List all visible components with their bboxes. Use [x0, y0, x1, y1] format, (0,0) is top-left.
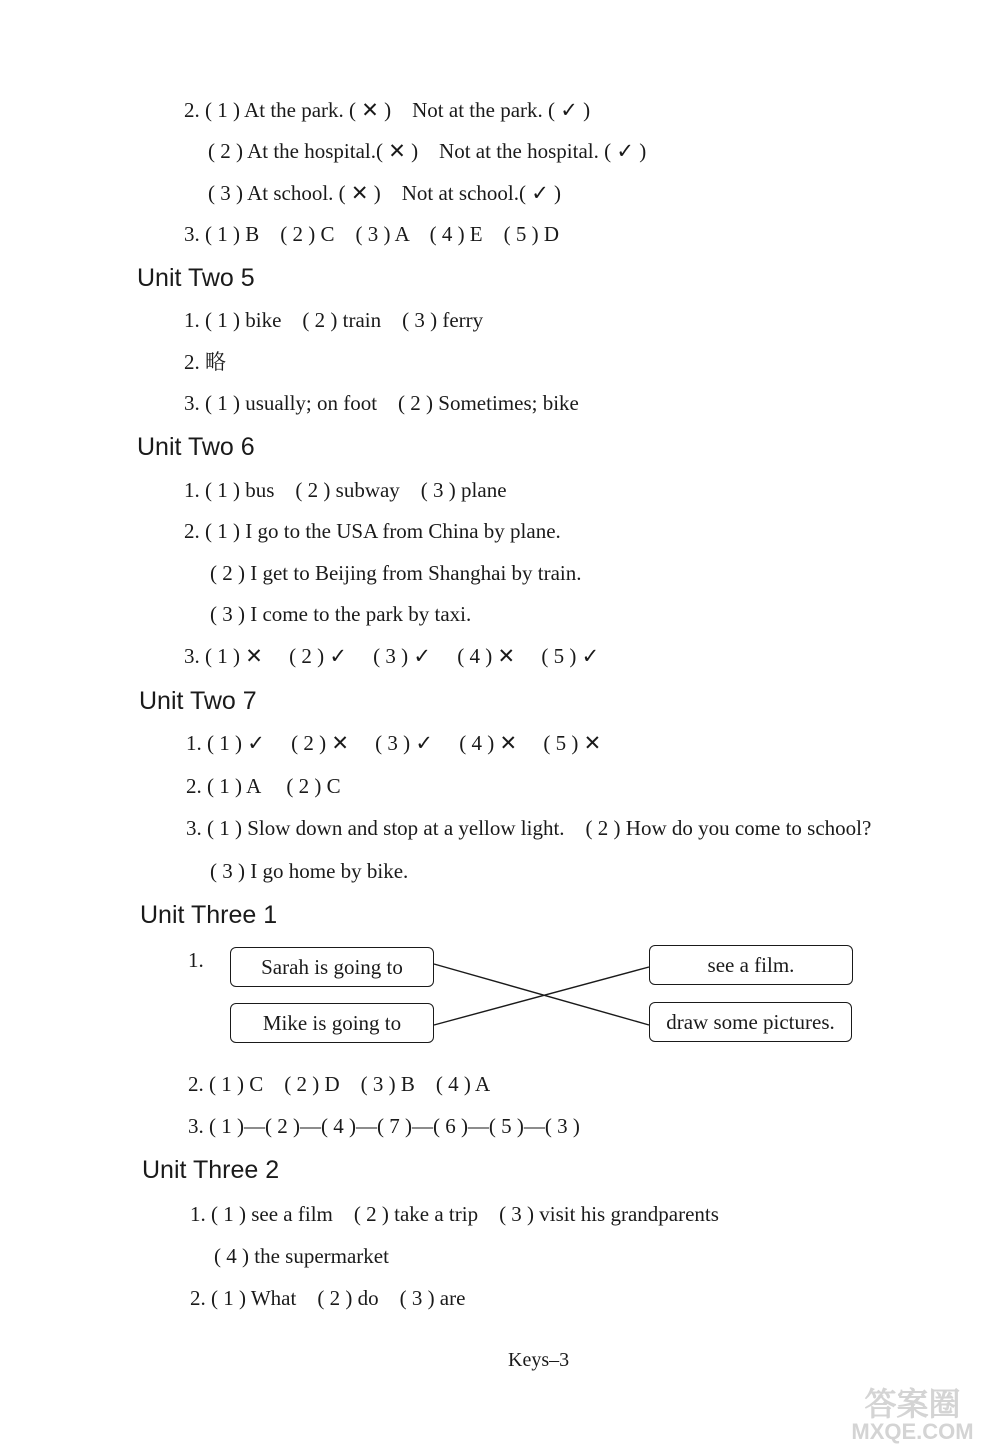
- section-heading: Unit Two 7: [139, 687, 257, 715]
- watermark-bottom: MXQE.COM: [851, 1419, 974, 1444]
- section-heading: Unit Two 6: [137, 433, 255, 461]
- answer-line: 2. ( 1 ) I go to the USA from China by plane.: [184, 519, 561, 543]
- section-heading: Unit Three 1: [140, 901, 278, 929]
- answer-line: 1. ( 1 ) bus ( 2 ) subway ( 3 ) plane: [184, 478, 507, 502]
- answer-line: 2. 略: [184, 350, 226, 374]
- match-box-right: see a film.: [649, 945, 853, 985]
- page-number: Keys–3: [508, 1349, 570, 1371]
- answer-line: 3. ( 1 ) usually; on foot ( 2 ) Sometimes; bike: [184, 391, 579, 415]
- answer-line: ( 2 ) At the hospital.( ✕ ) Not at the hospital. ( ✓ ): [208, 139, 647, 163]
- match-box-right: draw some pictures.: [649, 1002, 852, 1042]
- answer-line: 1. ( 1 ) bike ( 2 ) train ( 3 ) ferry: [184, 308, 484, 332]
- answer-line: 1. ( 1 ) ✓ ( 2 ) ✕ ( 3 ) ✓ ( 4 ) ✕ ( 5 ) ✕: [186, 731, 602, 755]
- section-heading: Unit Three 2: [142, 1156, 280, 1184]
- answer-line: 3. ( 1 ) Slow down and stop at a yellow light. ( 2 ) How do you come to school?: [186, 816, 872, 840]
- answer-line: 3. ( 1 ) ✕ ( 2 ) ✓ ( 3 ) ✓ ( 4 ) ✕ ( 5 ) ✓: [184, 644, 600, 668]
- answer-line: ( 2 ) I get to Beijing from Shanghai by train.: [210, 561, 582, 585]
- answer-line: 2. ( 1 ) A ( 2 ) C: [186, 774, 341, 798]
- answer-line: 2. ( 1 ) C ( 2 ) D ( 3 ) B ( 4 ) A: [188, 1072, 491, 1096]
- match-box-left: Mike is going to: [230, 1003, 434, 1043]
- answer-line: ( 3 ) At school. ( ✕ ) Not at school.( ✓ ): [208, 181, 562, 205]
- answer-line: 3. ( 1 ) B ( 2 ) C ( 3 ) A ( 4 ) E ( 5 ) D: [184, 222, 560, 246]
- answer-line: ( 3 ) I go home by bike.: [210, 859, 409, 883]
- answer-line: ( 3 ) I come to the park by taxi.: [210, 602, 472, 626]
- answer-line: 1. ( 1 ) see a film ( 2 ) take a trip ( 3 ) visit his grandparents: [190, 1202, 719, 1226]
- match-box-left: Sarah is going to: [230, 947, 434, 987]
- answer-line: 1.: [188, 948, 204, 972]
- answer-line: ( 4 ) the supermarket: [214, 1244, 389, 1268]
- section-heading: Unit Two 5: [137, 264, 255, 292]
- answer-line: 3. ( 1 )—( 2 )—( 4 )—( 7 )—( 6 )—( 5 )—( 3 ): [188, 1114, 580, 1138]
- answer-line: 2. ( 1 ) What ( 2 ) do ( 3 ) are: [190, 1286, 466, 1310]
- watermark-logo: [830, 1385, 995, 1450]
- answer-line: 2. ( 1 ) At the park. ( ✕ ) Not at the park. ( ✓ ): [184, 98, 591, 122]
- watermark-top: 答案圈: [864, 1385, 961, 1423]
